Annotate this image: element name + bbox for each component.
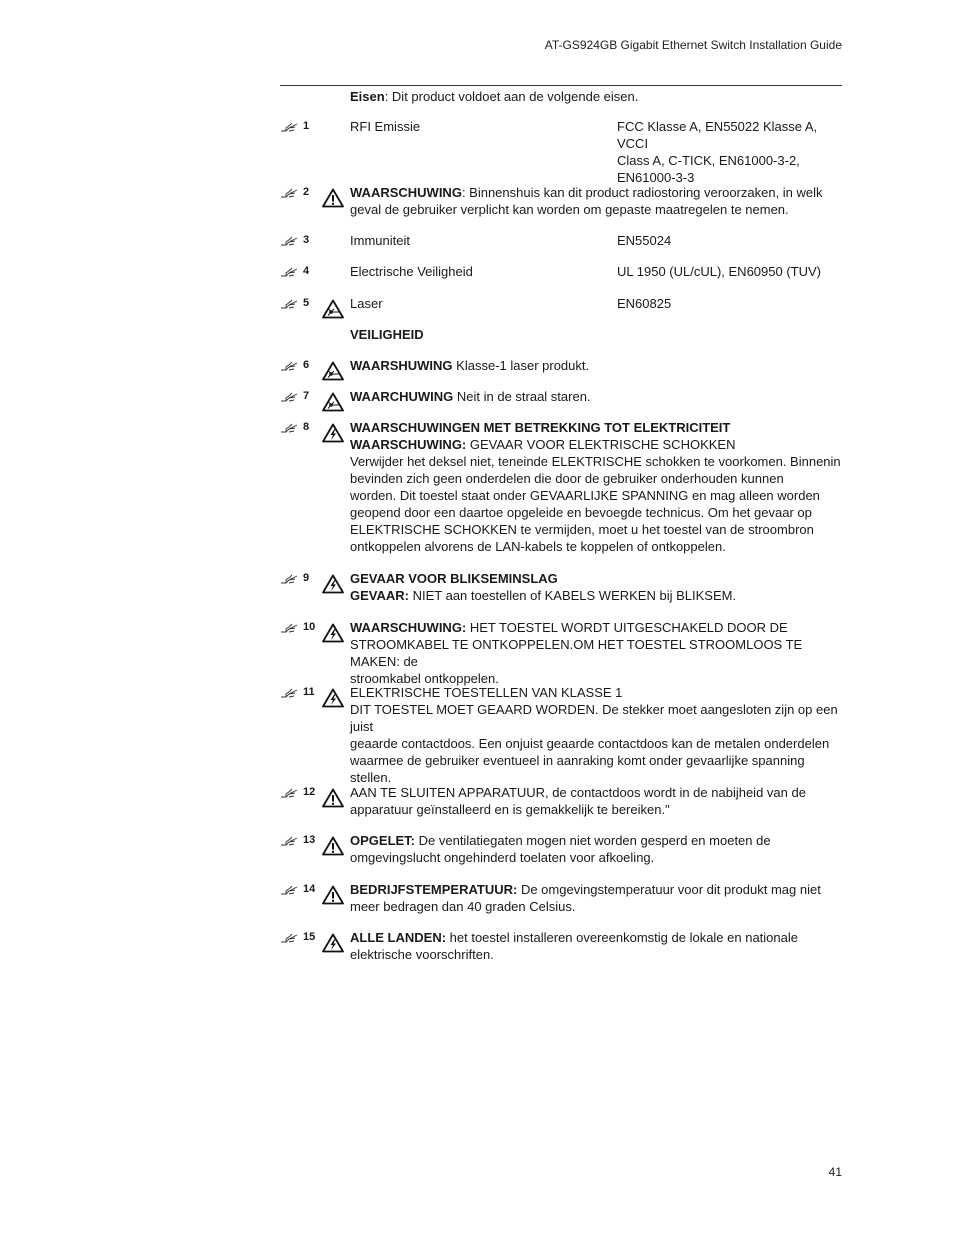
text-line: De omgevingstemperatuur voor dit produkt mag niet bbox=[517, 882, 821, 897]
text-line: DIT TOESTEL MOET GEAARD WORDEN. De stekker moet aangesloten zijn op een juist bbox=[350, 702, 838, 734]
entry-text bbox=[350, 388, 842, 405]
value-line: EN61000-3-3 bbox=[617, 170, 695, 185]
entry-text bbox=[350, 832, 842, 866]
entry-label: Immuniteit bbox=[350, 233, 410, 248]
heading-text: VEILIGHEID bbox=[350, 327, 424, 342]
pointing-hand-icon bbox=[280, 391, 299, 403]
entry-text bbox=[350, 784, 842, 818]
entry-bold: OPGELET: bbox=[350, 833, 416, 848]
text-line: stellen. bbox=[350, 770, 392, 785]
entry-bold: GEVAAR VOOR BLIKSEMINSLAG bbox=[350, 571, 558, 586]
entry-marker bbox=[280, 619, 320, 636]
entry-marker bbox=[280, 357, 320, 374]
electric-shock-warning-icon bbox=[322, 933, 344, 953]
entry-marker bbox=[280, 118, 320, 135]
entry-text bbox=[350, 570, 842, 604]
text-line: Neit in de straal staren. bbox=[453, 389, 591, 404]
entry-marker bbox=[280, 184, 320, 201]
pointing-hand-icon bbox=[280, 573, 299, 585]
entry-number: 2 bbox=[303, 186, 310, 198]
entry-text bbox=[350, 881, 842, 915]
entry-marker bbox=[280, 832, 320, 849]
entry-number: 6 bbox=[303, 359, 310, 371]
entry-number: 12 bbox=[303, 786, 316, 798]
warning-icon bbox=[322, 188, 344, 208]
entry-text bbox=[350, 184, 842, 218]
entry-bold: ALLE LANDEN: bbox=[350, 930, 447, 945]
laser-warning-icon bbox=[322, 299, 344, 319]
value-line: Class A, C-TICK, EN61000-3-2, bbox=[617, 153, 800, 168]
pointing-hand-icon bbox=[280, 360, 299, 372]
pointing-hand-icon bbox=[280, 187, 299, 199]
entry-number: 15 bbox=[303, 931, 316, 943]
laser-warning-icon bbox=[322, 361, 344, 381]
text-line: elektrische voorschriften. bbox=[350, 947, 494, 962]
intro-text: : Dit product voldoet aan de volgende eisen. bbox=[384, 89, 639, 104]
entry-number: 11 bbox=[303, 686, 315, 698]
entry-marker bbox=[280, 388, 320, 405]
entry-bold: WAARSHUWING bbox=[350, 358, 453, 373]
entry-number: 3 bbox=[303, 234, 310, 246]
entry-bold: WAARSCHUWING: bbox=[350, 437, 467, 452]
electric-shock-warning-icon bbox=[322, 688, 344, 708]
pointing-hand-icon bbox=[280, 835, 299, 847]
entry-number: 4 bbox=[303, 265, 310, 277]
text-line: meer bedragen dan 40 graden Celsius. bbox=[350, 899, 576, 914]
page-number: 41 bbox=[828, 1165, 842, 1179]
entry-number: 7 bbox=[303, 390, 310, 402]
text-line: geval de gebruiker verplicht kan worden om gepaste maatregelen te nemen. bbox=[350, 202, 789, 217]
text-line: AAN TE SLUITEN APPARATUUR, de contactdoos wordt in de nabijheid van de bbox=[350, 785, 806, 800]
text-line: waarmee de gebruiker eventueel in aanraking komt onder gevaarlijke spanning bbox=[350, 753, 805, 768]
pointing-hand-icon bbox=[280, 422, 299, 434]
entry-marker bbox=[280, 684, 320, 701]
entry-marker bbox=[280, 929, 320, 946]
text-line: HET TOESTEL WORDT UITGESCHAKELD DOOR DE bbox=[466, 620, 788, 635]
pointing-hand-icon bbox=[280, 787, 299, 799]
entry-label: Laser bbox=[350, 296, 383, 311]
text-line: Klasse-1 laser produkt. bbox=[452, 358, 590, 373]
entry-bold: WAARSCHUWINGEN MET BETREKKING TOT ELEKTRICITEIT bbox=[350, 420, 731, 435]
text-line: bevinden zich geen onderdelen die door de gebruiker onderhouden kunnen bbox=[350, 471, 784, 486]
text-line: geopend door een daartoe opgeleide en bevoegde technicus. Om het gevaar op bbox=[350, 505, 812, 520]
pointing-hand-icon bbox=[280, 884, 299, 896]
entry-label: RFI Emissie bbox=[350, 119, 421, 134]
text-line: NIET aan toestellen of KABELS WERKEN bij BLIKSEM. bbox=[408, 588, 737, 603]
running-header: AT-GS924GB Gigabit Ethernet Switch Installation Guide bbox=[544, 38, 842, 52]
electric-shock-warning-icon bbox=[322, 423, 344, 443]
entry-text bbox=[350, 419, 842, 555]
text-line: apparatuur geïnstalleerd en is gemakkelijk te bereiken." bbox=[350, 802, 670, 817]
text-line: De ventilatiegaten mogen niet worden gesperd en moeten de bbox=[415, 833, 771, 848]
entry-number: 14 bbox=[303, 883, 316, 895]
pointing-hand-icon bbox=[280, 266, 299, 278]
entry-text bbox=[350, 929, 842, 963]
text-line: ELEKTRISCHE SCHOKKEN te vermijden, moet u het toestel van de stroombron bbox=[350, 522, 814, 537]
pointing-hand-icon bbox=[280, 932, 299, 944]
entry-value bbox=[617, 118, 842, 186]
text-line: STROOMKABEL TE ONTKOPPELEN.OM HET TOESTEL STROOMLOOS TE MAKEN: de bbox=[350, 637, 803, 669]
entry-text bbox=[350, 619, 842, 687]
entry-value: UL 1950 (UL/cUL), EN60950 (TUV) bbox=[617, 264, 821, 279]
text-line: : Binnenshuis kan dit product radiostoring veroorzaken, in welk bbox=[461, 185, 823, 200]
warning-icon bbox=[322, 885, 344, 905]
text-line: omgevingslucht ongehinderd toelaten voor afkoeling. bbox=[350, 850, 655, 865]
value-line: FCC Klasse A, EN55022 Klasse A, VCCI bbox=[617, 119, 818, 151]
pointing-hand-icon bbox=[280, 298, 299, 310]
text-line: geaarde contactdoos. Een onjuist geaarde contactdoos kan de metalen onderdelen bbox=[350, 736, 830, 751]
entry-marker bbox=[280, 295, 320, 312]
entry-label: Electrische Veiligheid bbox=[350, 264, 473, 279]
text-line: GEVAAR VOOR ELEKTRISCHE SCHOKKEN bbox=[466, 437, 736, 452]
pointing-hand-icon bbox=[280, 622, 299, 634]
text-line: stroomkabel ontkoppelen. bbox=[350, 671, 499, 686]
entry-bold: WAARCHUWING bbox=[350, 389, 454, 404]
laser-warning-icon bbox=[322, 392, 344, 412]
text-line: worden. Dit toestel staat onder GEVAARLIJKE SPANNING en mag alleen worden bbox=[350, 488, 820, 503]
section-heading bbox=[350, 326, 842, 343]
intro-bold: Eisen bbox=[350, 89, 385, 104]
entry-number: 5 bbox=[303, 297, 310, 309]
entry-bold: BEDRIJFSTEMPERATUUR: bbox=[350, 882, 518, 897]
entry-number: 10 bbox=[303, 621, 316, 633]
entry-marker bbox=[280, 263, 320, 280]
entry-number: 8 bbox=[303, 421, 310, 433]
entry-text bbox=[350, 684, 842, 786]
entry-bold: WAARSCHUWING bbox=[350, 185, 462, 200]
intro-line bbox=[350, 88, 638, 105]
entry-number: 9 bbox=[303, 572, 310, 584]
pointing-hand-icon bbox=[280, 121, 299, 133]
text-line: Verwijder het deksel niet, teneinde ELEKTRISCHE schokken te voorkomen. Binnenin bbox=[350, 454, 841, 469]
entry-marker bbox=[280, 784, 320, 801]
entry-number: 1 bbox=[303, 120, 310, 132]
pointing-hand-icon bbox=[280, 687, 299, 699]
entry-text bbox=[350, 357, 842, 374]
electric-shock-warning-icon bbox=[322, 574, 344, 594]
entry-marker bbox=[280, 419, 320, 436]
entry-marker bbox=[280, 232, 320, 249]
text-line: ontkoppelen alvorens de LAN-kabels te koppelen of ontkoppelen. bbox=[350, 539, 726, 554]
entry-number: 13 bbox=[303, 834, 316, 846]
warning-icon bbox=[322, 836, 344, 856]
entry-marker bbox=[280, 881, 320, 898]
header-rule bbox=[280, 85, 842, 86]
electric-shock-warning-icon bbox=[322, 623, 344, 643]
pointing-hand-icon bbox=[280, 235, 299, 247]
entry-bold: WAARSCHUWING: bbox=[350, 620, 467, 635]
entry-value: EN60825 bbox=[617, 296, 672, 311]
warning-icon bbox=[322, 788, 344, 808]
entry-marker bbox=[280, 570, 320, 587]
text-line: ELEKTRISCHE TOESTELLEN VAN KLASSE 1 bbox=[350, 685, 623, 700]
text-line: het toestel installeren overeenkomstig de lokale en nationale bbox=[446, 930, 798, 945]
entry-bold: GEVAAR: bbox=[350, 588, 409, 603]
entry-value: EN55024 bbox=[617, 233, 672, 248]
